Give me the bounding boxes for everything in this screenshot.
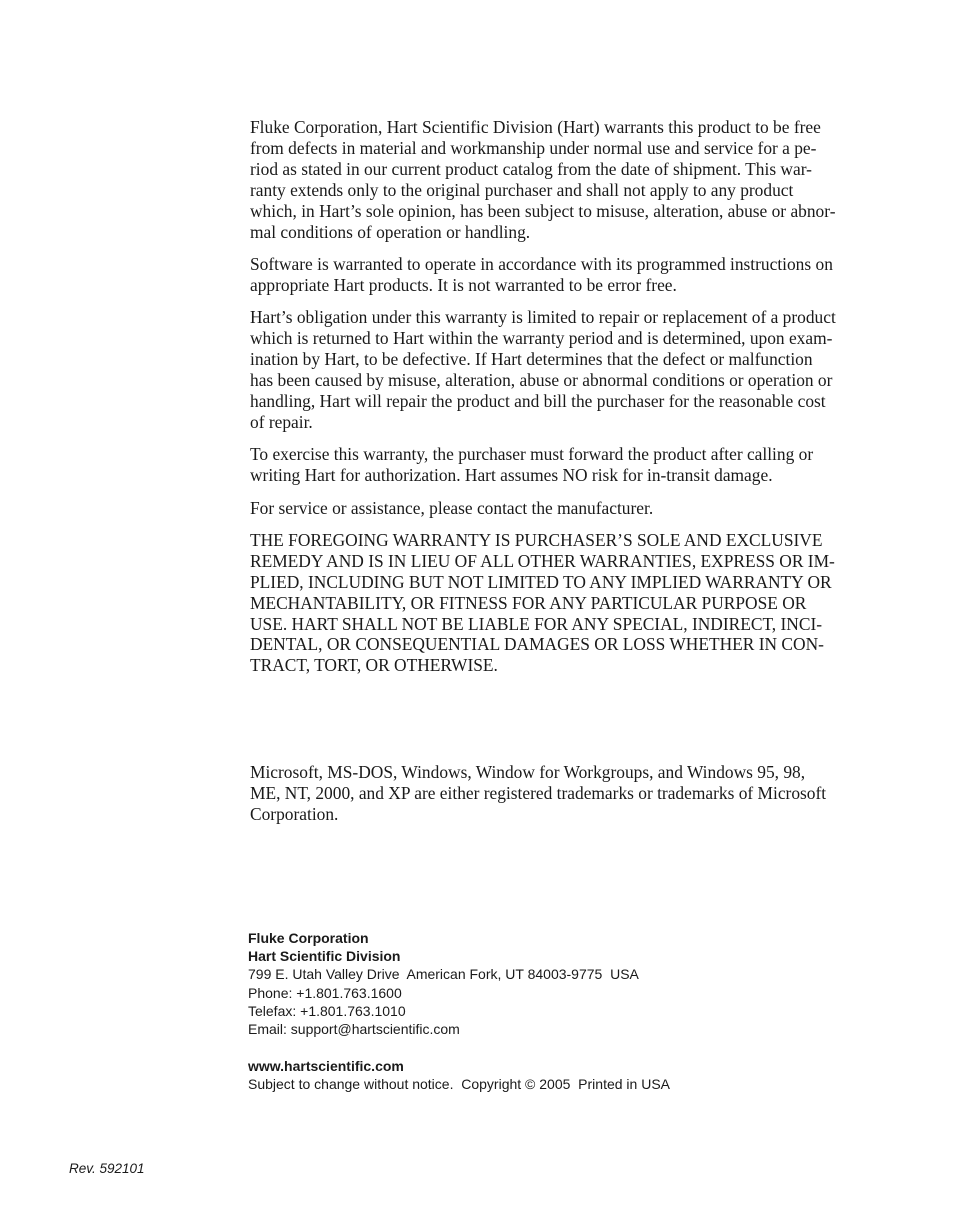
text-line: which is returned to Hart within the warranty period and is determined, upon exam-	[250, 328, 833, 349]
text-line: handling, Hart will repair the product and bill the purchaser for the reasonable cost	[250, 390, 826, 411]
text-line: ination by Hart, to be defective. If Hart determines that the defect or malfunction	[250, 349, 813, 370]
text-line: Software is warranted to operate in accordance with its programmed instructions on	[250, 253, 833, 274]
text-line: DENTAL, OR CONSEQUENTIAL DAMAGES OR LOSS WHETHER IN CON-	[250, 634, 824, 655]
text-line: from defects in material and workmanship under normal use and service for a pe-	[250, 137, 817, 158]
text-line: PLIED, INCLUDING BUT NOT LIMITED TO ANY IMPLIED WARRANTY OR	[250, 571, 832, 592]
division-name: Hart Scientific Division	[248, 948, 401, 965]
company-name: Fluke Corporation	[248, 930, 369, 946]
warranty-section	[250, 117, 900, 688]
text-line: has been caused by misuse, alteration, abuse or abnormal conditions or operation or	[250, 369, 833, 390]
phone-number: Phone: +1.801.763.1600	[248, 984, 402, 1001]
text-line: To exercise this warranty, the purchaser must forward the product after calling or	[250, 444, 814, 465]
text-line: ME, NT, 2000, and XP are either registered trademarks or trademarks of Microsoft	[250, 782, 827, 803]
warranty-paragraph-obligation	[250, 307, 900, 432]
text-line: THE FOREGOING WARRANTY IS PURCHASER’S SOLE AND EXCLUSIVE	[250, 529, 823, 550]
text-line: Hart’s obligation under this warranty is limited to repair or replacement of a product	[250, 307, 836, 328]
warranty-paragraph-disclaimer	[250, 530, 900, 676]
text-line: Corporation.	[250, 803, 339, 824]
warranty-paragraph-software	[250, 254, 900, 296]
telefax-number: Telefax: +1.801.763.1010	[248, 1002, 406, 1019]
text-line: appropriate Hart products. It is not warranted to be error free.	[250, 274, 677, 295]
text-line: Fluke Corporation, Hart Scientific Division (Hart) warrants this product to be free	[250, 117, 821, 137]
text-line: TRACT, TORT, OR OTHERWISE.	[250, 655, 498, 676]
spacer	[248, 1038, 670, 1057]
trademark-notice	[250, 762, 900, 825]
contact-block	[248, 929, 670, 1093]
text-line: Microsoft, MS-DOS, Windows, Window for Workgroups, and Windows 95, 98,	[250, 762, 806, 782]
revision-label: Rev. 592101	[69, 1161, 145, 1176]
copyright-notice: Subject to change without notice. Copyright © 2005 Printed in USA	[248, 1075, 671, 1092]
text-line: USE. HART SHALL NOT BE LIABLE FOR ANY SPECIAL, INDIRECT, INCI-	[250, 613, 823, 634]
warranty-paragraph-coverage	[250, 117, 900, 242]
address: 799 E. Utah Valley Drive American Fork, UT 84003-9775 USA	[248, 966, 639, 983]
text-line: mal conditions of operation or handling.	[250, 221, 531, 242]
text-line: REMEDY AND IS IN LIEU OF ALL OTHER WARRANTIES, EXPRESS OR IM-	[250, 550, 835, 571]
text-line: For service or assistance, please contact the manufacturer.	[250, 497, 654, 518]
text-line: ranty extends only to the original purchaser and shall not apply to any product	[250, 179, 794, 200]
text-line: which, in Hart’s sole opinion, has been subject to misuse, alteration, abuse or abnor-	[250, 200, 836, 221]
warranty-paragraph-service	[250, 498, 900, 519]
website-link[interactable]: www.hartscientific.com	[248, 1057, 404, 1074]
warranty-paragraph-exercise	[250, 444, 900, 486]
text-line: of repair.	[250, 411, 313, 432]
email-address: Email: support@hartscientific.com	[248, 1021, 460, 1038]
text-line: MECHANTABILITY, OR FITNESS FOR ANY PARTICULAR PURPOSE OR	[250, 592, 807, 613]
text-line: writing Hart for authorization. Hart assumes NO risk for in-transit damage.	[250, 465, 773, 486]
text-line: riod as stated in our current product catalog from the date of shipment. This war-	[250, 158, 812, 179]
